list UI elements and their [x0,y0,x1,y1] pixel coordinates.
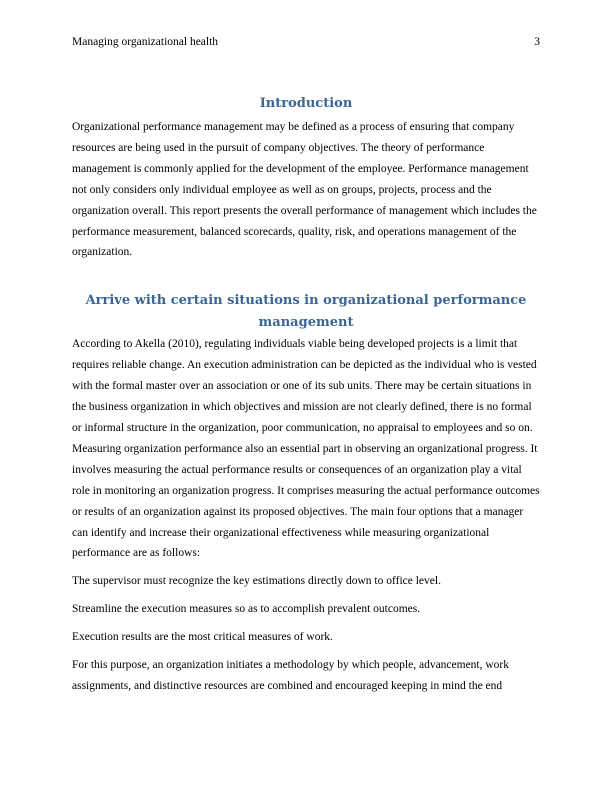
situations-paragraph-2: The supervisor must recognize the key estimations directly down to office level. [72,575,441,588]
situations-paragraph-4: Execution results are the most critical measures of work. [72,631,333,644]
situations-paragraph-5: For this purpose, an organization initiates a methodology by which people, advancement, work assignments, and distinctive resources are combined and encouraged keeping in mind the end [72,659,510,692]
situations-paragraph-1: According to Akella (2010), regulating individuals viable being developed projects is a limit that requires reliable change. An execution administration can be depicted as the individual who is vested with the formal master over an association or one of its sub units. There may be certain situations in the business organization in which objectives and mission are not clearly defined, there is no formal or informal structure in the organization, poor communication, no appraisal to employees and so on. Measuring organization performance also an essential part in observing an organizational progress. It involves measuring the actual performance results or consequences of an organization play a vital role in monitoring an organization progress. It comprises measuring the actual performance outcomes or results of an organization against its proposed objectives. The main four options that a manager can identify and increase their organizational effectiveness while measuring organizational performance are as follows: [72,338,540,560]
section-heading-introduction: Introduction [259,96,353,111]
running-head: Managing organizational health [72,36,219,48]
situations-paragraph-3: Streamline the execution measures so as to accomplish prevalent outcomes. [72,603,421,616]
document-body [72,94,540,697]
introduction-paragraph: Organizational performance management may be defined as a process of ensuring that company resources are being used in the pursuit of company objectives. The theory of performance management is commonly applied for the development of the employee. Performance management not only considers only individual employee as well as on groups, projects, process and the organization overall. This report presents the overall performance of management which includes the performance measurement, balanced scorecards, quality, risk, and operations management of the organization. [72,121,537,259]
page-number: 3 [534,36,540,48]
section-heading-situations: Arrive with certain situations in organizational performance management [85,293,527,330]
